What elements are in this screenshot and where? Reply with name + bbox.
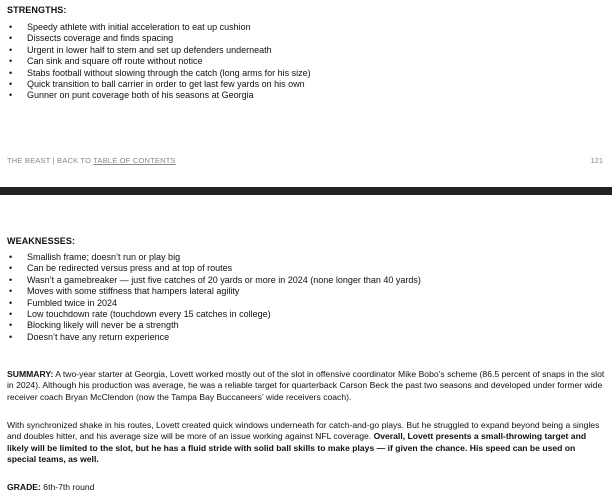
- bullet-icon: •: [9, 22, 13, 32]
- summary-text: A two-year starter at Georgia, Lovett worked mostly out of the slot in offensive coordinator Mike Bobo’s scheme (86.5 percent of snaps in the slot in 2024). Although his production was average, he was a reliable target for quarterback Carson Beck the past two seasons and developed under former wide receiver coach Bryan McClendon (now the Tampa Bay Buccaneers’ wide receivers coach).: [7, 369, 605, 402]
- grade-label: GRADE:: [7, 482, 41, 492]
- bullet-icon: •: [9, 331, 13, 342]
- grade-line: [7, 482, 605, 493]
- bullet-icon: •: [9, 79, 13, 90]
- weakness-item-text: Fumbled twice in 2024: [27, 297, 118, 308]
- strength-item-text: Urgent in lower half to stem and set up defenders underneath: [27, 44, 272, 55]
- strength-item-text: Quick transition to ball carrier in order to get last few yards on his own: [27, 79, 305, 90]
- weakness-item: [0, 263, 421, 274]
- bullet-icon: •: [9, 90, 13, 101]
- weakness-item-text: Low touchdown rate (touchdown every 15 catches in college): [27, 309, 271, 320]
- bullet-icon: •: [9, 252, 13, 262]
- summary-paragraph: [7, 369, 605, 403]
- weakness-item: [0, 286, 421, 297]
- weakness-item-text: Moves with some stiffness that hampers lateral agility: [27, 286, 240, 297]
- bullet-icon: •: [9, 286, 13, 297]
- weakness-item: [0, 332, 421, 343]
- weakness-item: [0, 298, 421, 309]
- strength-item-text: Can sink and square off route without notice: [27, 56, 203, 67]
- bullet-icon: •: [9, 67, 13, 78]
- bullet-icon: •: [9, 297, 13, 308]
- page-bottom: [0, 195, 612, 500]
- strength-item-text: Dissects coverage and finds spacing: [27, 33, 174, 44]
- weaknesses-heading: WEAKNESSES:: [7, 236, 76, 246]
- weakness-item-text: Can be redirected versus press and at top of routes: [27, 263, 233, 274]
- strength-item-text: Stabs football without slowing through the catch (long arms for his size): [27, 67, 311, 78]
- summary-label: SUMMARY:: [7, 369, 54, 379]
- grade-value: 6th-7th round: [40, 482, 95, 492]
- bullet-icon: •: [9, 44, 13, 55]
- table-of-contents-link[interactable]: TABLE OF CONTENTS: [93, 156, 176, 165]
- weakness-item: [0, 309, 421, 320]
- weaknesses-list: [0, 252, 421, 343]
- strength-item: [0, 68, 311, 79]
- page-top: [0, 0, 612, 187]
- strength-item: [0, 45, 311, 56]
- strength-item: [0, 90, 311, 101]
- weakness-item: [0, 252, 421, 263]
- page-footer: [7, 156, 176, 165]
- bullet-icon: •: [9, 274, 13, 285]
- strengths-heading: STRENGTHS:: [7, 5, 67, 15]
- strength-item-text: Gunner on punt coverage both of his seasons at Georgia: [27, 90, 254, 101]
- weakness-item-text: Wasn’t a gamebreaker — just five catches of 20 yards or more in 2024 (none longer than 40 yards): [27, 274, 421, 285]
- bullet-icon: •: [9, 33, 13, 44]
- bullet-icon: •: [9, 320, 13, 331]
- weakness-item-text: Smallish frame; doesn’t run or play big: [27, 252, 181, 262]
- bullet-icon: •: [9, 309, 13, 320]
- summary-paragraph-2: [7, 420, 605, 466]
- strength-item: [0, 56, 311, 67]
- weakness-item: [0, 275, 421, 286]
- strength-item-text: Speedy athlete with initial acceleration to eat up cushion: [27, 22, 251, 32]
- footer-prefix: THE BEAST | BACK TO: [7, 156, 94, 165]
- page-separator: [0, 187, 612, 195]
- strength-item: [0, 79, 311, 90]
- summary-p2-bold: Overall, Lovett presents a small-throwing target and likely will be limited to the slot, but he has a fluid stride with solid ball skills to make plays — if given the chance. His speed can be used on special teams, as well.: [7, 431, 587, 465]
- bullet-icon: •: [9, 263, 13, 274]
- page-number: 121: [590, 156, 603, 165]
- bullet-icon: •: [9, 56, 13, 67]
- weakness-item-text: Blocking likely will never be a strength: [27, 320, 179, 331]
- summary-p2-text: With synchronized shake in his routes, Lovett created quick windows underneath for catch-and-go plays. But he struggled to expand beyond being a singles and doubles hitter, and his average size will be more of an issue working against NFL coverage.: [7, 420, 600, 442]
- weakness-item: [0, 320, 421, 331]
- strength-item: [0, 33, 311, 44]
- weakness-item-text: Doesn’t have any return experience: [27, 331, 170, 342]
- strength-item: [0, 22, 311, 33]
- strengths-list: [0, 22, 311, 102]
